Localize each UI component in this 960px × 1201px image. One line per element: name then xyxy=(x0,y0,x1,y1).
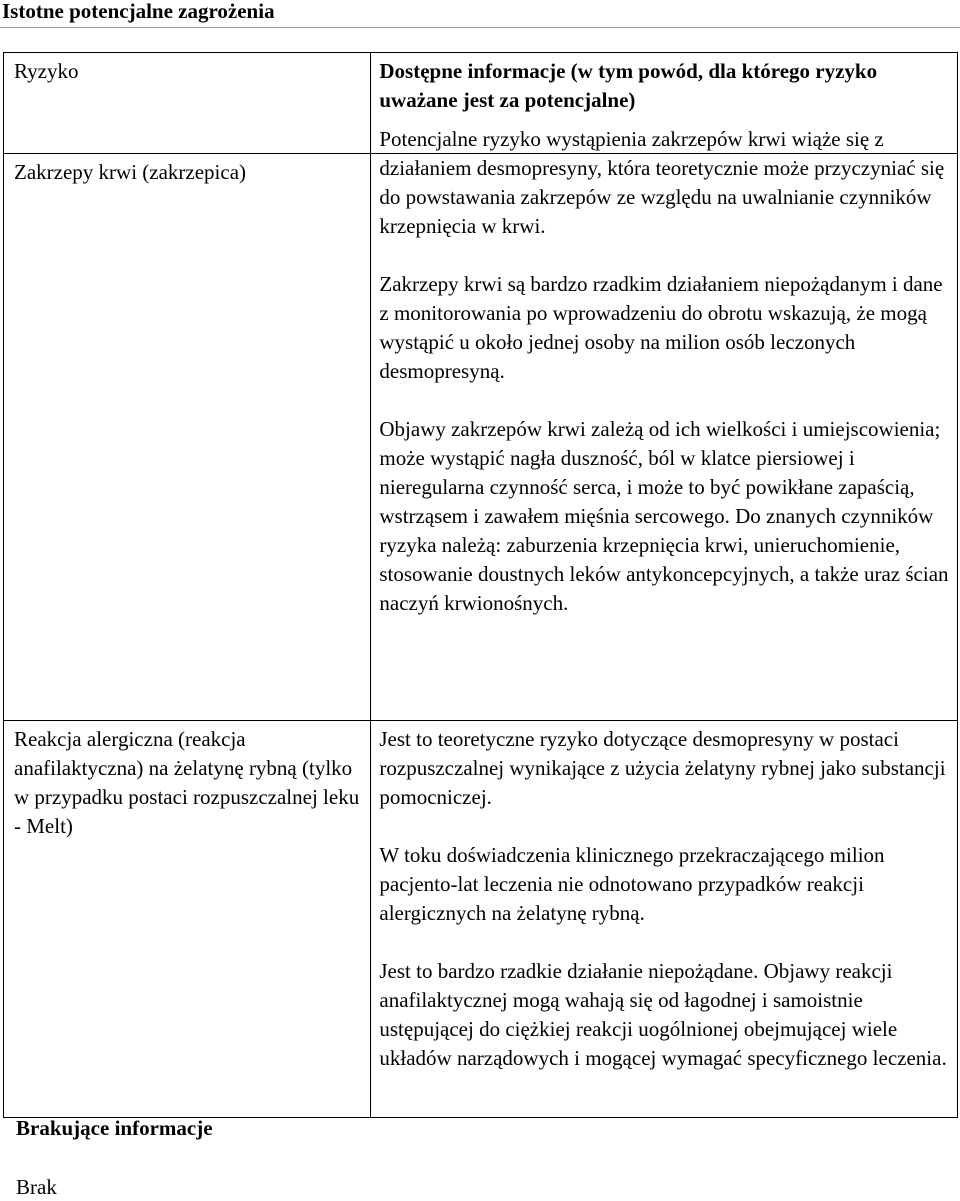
risk-name: Zakrzepy krwi (zakrzepica) xyxy=(14,160,247,184)
risk-name-cell xyxy=(4,721,371,1118)
risk-info-paragraph: Jest to teoretyczne ryzyko dotyczące desmopresyny w postaci rozpuszczalnej wynikające z użycia żelatyny rybnej jako substancji pomocniczej. xyxy=(379,727,946,809)
missing-info-text: Brak xyxy=(16,1175,57,1199)
risk-info-cell xyxy=(371,721,958,1118)
risk-info-paragraph: Objawy zakrzepów krwi zależą od ich wielkości i umiejscowienia; może wystąpić nagła duszność, ból w klatce piersiowej i nieregularna czynność serca, i może to być powikłane zapaścią, wstrząsem i zawałem mięśnia sercowego. Do znanych czynników ryzyka należą: zaburzenia krzepnięcia krwi, unieruchomienie, stosowanie doustnych leków antykoncepcyjnych, a także uraz ścian naczyń krwionośnych. xyxy=(379,417,949,615)
heading-divider xyxy=(0,27,960,28)
risk-info-cell xyxy=(371,127,958,721)
section-heading: Istotne potencjalne zagrożenia xyxy=(2,0,275,23)
missing-info-title: Brakujące informacje xyxy=(16,1116,213,1140)
header-label-risk: Ryzyko xyxy=(14,59,79,83)
risk-table xyxy=(3,52,958,1118)
risk-info-paragraph: Potencjalne ryzyko wystąpienia zakrzepów krwi wiąże się z działaniem desmopresyny, która teoretycznie może przyczyniać się do powstawania zakrzepów ze względu na uwalnianie czynników krzepnięcia w krwi. xyxy=(379,127,945,238)
risk-name: Reakcja alergiczna (reakcja anafilaktyczna) na żelatynę rybną (tylko w przypadku postaci rozpuszczalnej leku - Melt) xyxy=(14,727,360,838)
risk-info-paragraph: Zakrzepy krwi są bardzo rzadkim działaniem niepożądanym i dane z monitorowania po wprowadzeniu do obrotu wskazują, że mogą wystąpić u około jednej osoby na milion osób leczonych desmopresyną. xyxy=(379,272,943,383)
header-cell-risk xyxy=(4,53,371,154)
table-row xyxy=(4,154,958,721)
risk-info-paragraph: W toku doświadczenia klinicznego przekraczającego milion pacjento-lat leczenia nie odnotowano przypadków reakcji alergicznych na żelatynę rybną. xyxy=(379,843,885,925)
header-label-info: Dostępne informacje (w tym powód, dla którego ryzyko uważane jest za potencjalne) xyxy=(379,59,878,112)
risk-info-paragraph: Jest to bardzo rzadkie działanie niepożądane. Objawy reakcji anafilaktycznej mogą wahają się od łagodnej i samoistnie ustępującej do ciężkiej reakcji uogólnionej obejmującej wiele układów narządowych i mogącej wymagać specyficznego leczenia. xyxy=(379,959,947,1070)
table-row xyxy=(4,721,958,1118)
risk-name-cell xyxy=(4,154,371,721)
